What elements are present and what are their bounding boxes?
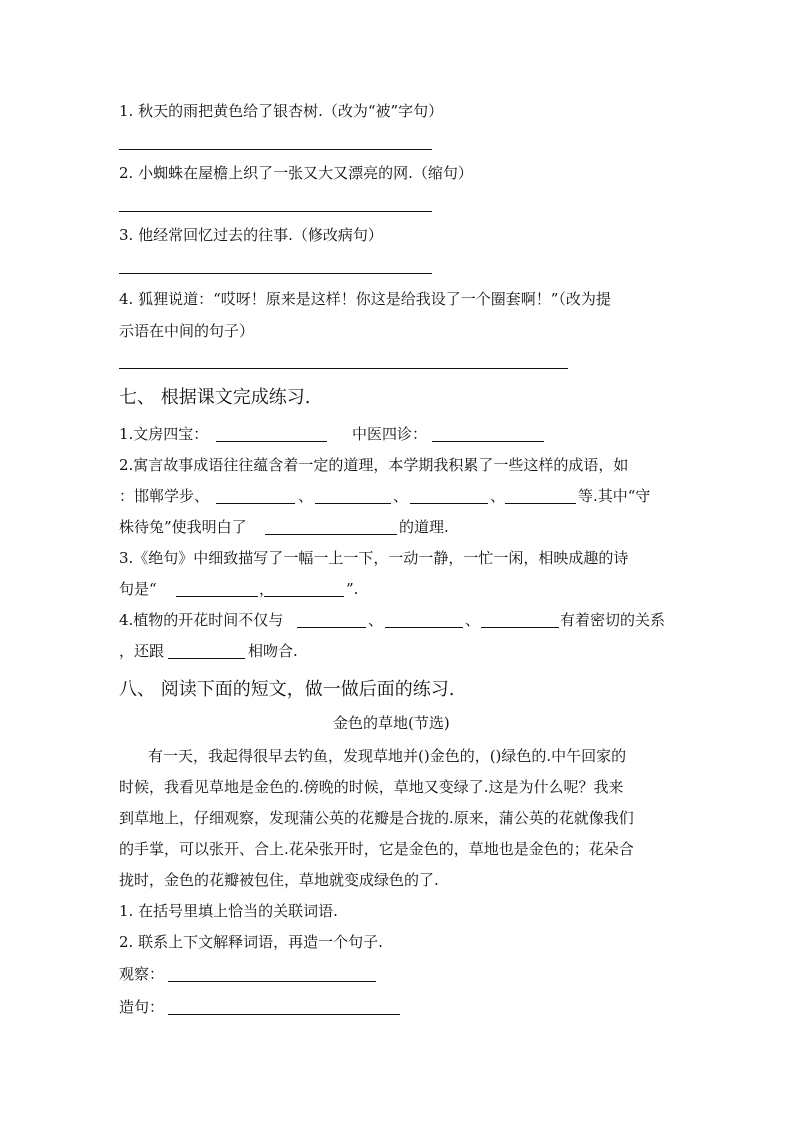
sentence-label: 造句： [119, 998, 165, 1016]
question-8-1: 1. 在括号里填上恰当的关联词语. [119, 902, 338, 920]
blank-7-4-2[interactable] [385, 627, 463, 628]
section-7-heading: 七、 根据课文完成练习. [119, 387, 311, 408]
separator: 、 [368, 611, 384, 629]
question-7-2-line3-a: 株待兔”使我明白了 [119, 518, 247, 536]
observe-label: 观察： [119, 965, 165, 983]
question-6-3: 3. 他经常回忆过去的往事.（修改病句） [119, 226, 383, 244]
question-7-4-line2-b: 相吻合. [248, 642, 298, 660]
blank-7-1-a[interactable] [216, 441, 327, 442]
separator: 、 [490, 487, 506, 505]
blank-7-4-1[interactable] [297, 627, 366, 628]
separator: 、 [298, 487, 314, 505]
separator: 、 [465, 611, 481, 629]
answer-line-6-3[interactable] [119, 273, 432, 274]
question-7-3-line2-a: 句是“ [119, 580, 157, 598]
question-7-4-line1-b: 有着密切的关系 [560, 611, 666, 629]
question-7-2-line3-b: 的道理. [399, 518, 449, 536]
passage-line-3: 到草地上，仔细观察，发现蒲公英的花瓣是合拢的.原来，蒲公英的花就像我们 [119, 809, 634, 827]
question-6-4-line2: 示语在中间的句子） [119, 322, 255, 340]
blank-7-2-3[interactable] [410, 503, 488, 504]
answer-line-6-1[interactable] [119, 149, 432, 150]
separator: 、 [393, 487, 409, 505]
blank-7-4-3[interactable] [481, 627, 559, 628]
passage-line-5: 拢时，金色的花瓣被包住，草地就变成绿色的了. [119, 871, 439, 889]
question-7-1-label-a: 1.文房四宝： [119, 425, 209, 443]
section-8-heading: 八、 阅读下面的短文，做一做后面的练习. [119, 679, 455, 700]
question-6-4-line1: 4. 狐狸说道：“哎呀！原来是这样！你这是给我设了一个圈套啊！”（改为提 [119, 290, 611, 308]
question-7-1-label-b: 中医四诊： [352, 425, 428, 443]
answer-line-6-4[interactable] [119, 368, 568, 369]
blank-7-3-1[interactable] [176, 596, 258, 597]
blank-7-4-4[interactable] [168, 658, 245, 659]
blank-7-2-2[interactable] [315, 503, 391, 504]
passage-line-4: 的手掌，可以张开、合上.花朵张开时，它是金色的，草地也是金色的；花朵合 [119, 840, 634, 858]
question-7-3-end: ”. [346, 580, 359, 598]
blank-7-2-1[interactable] [216, 503, 295, 504]
passage-line-2: 时候，我看见草地是金色的.傍晚的时候，草地又变绿了.这是为什么呢？我来 [119, 778, 624, 796]
blank-7-3-2[interactable] [264, 596, 344, 597]
blank-7-2-5[interactable] [265, 534, 397, 535]
passage-title: 金色的草地(节选) [333, 714, 450, 732]
question-7-2-line1: 2.寓言故事成语往往蕴含着一定的道理，本学期我积累了一些这样的成语，如 [119, 456, 629, 474]
question-7-4-line2-a: ，还跟 [119, 642, 165, 660]
blank-7-2-4[interactable] [505, 503, 576, 504]
question-8-2: 2. 联系上下文解释词语，再造一个句子. [119, 933, 383, 951]
sentence-answer-line[interactable] [168, 1014, 400, 1015]
question-6-2: 2. 小蜘蛛在屋檐上织了一张又大又漂亮的网.（缩句） [119, 164, 473, 182]
question-7-2-line2-a: ：邯郸学步、 [119, 487, 210, 505]
observe-answer-line[interactable] [168, 981, 376, 982]
question-6-1: 1. 秋天的雨把黄色给了银杏树.（改为“被”字句） [119, 102, 444, 120]
blank-7-1-b[interactable] [432, 441, 544, 442]
passage-line-1: 有一天，我起得很早去钓鱼，发现草地并()金色的，()绿色的.中午回家的 [148, 747, 627, 765]
comma: ， [259, 580, 275, 598]
answer-line-6-2[interactable] [119, 211, 432, 212]
question-7-2-line2-b: 等.其中“守 [578, 487, 651, 505]
question-7-4-line1-a: 4.植物的开花时间不仅与 [119, 611, 284, 629]
question-7-3-line1: 3.《绝句》中细致描写了一幅一上一下，一动一静，一忙一闲，相映成趣的诗 [119, 549, 629, 567]
